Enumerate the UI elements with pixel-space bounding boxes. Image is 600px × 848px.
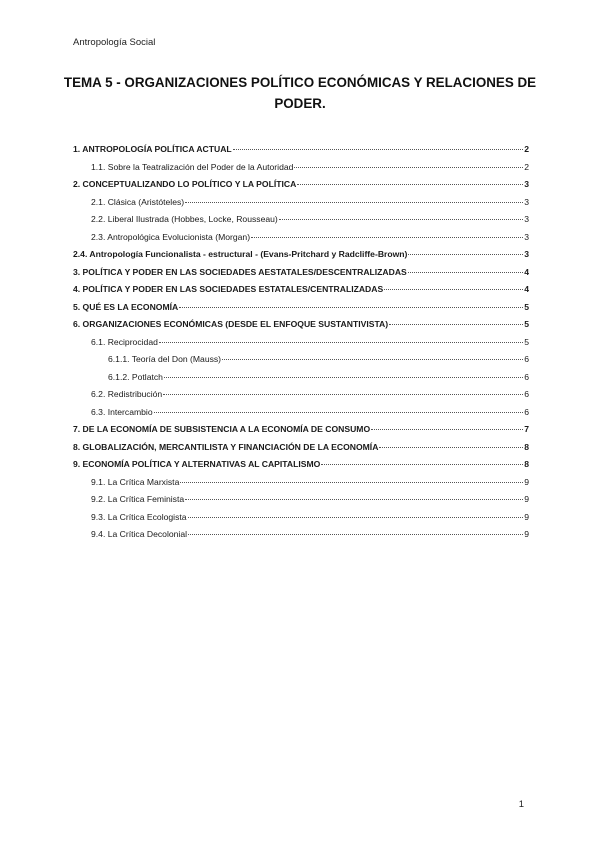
dot-leader	[389, 324, 523, 325]
toc-entry-title: 9.2. La Crítica Feminista	[91, 494, 185, 504]
toc-entry-title: 5. QUÉ ES LA ECONOMÍA	[73, 301, 179, 312]
toc-entry-title: 7. DE LA ECONOMÍA DE SUBSISTENCIA A LA ECONOMÍA DE CONSUMO	[73, 424, 371, 434]
toc-entry-title: 2.1. Clásica (Aristóteles)	[91, 196, 185, 207]
toc-entry-page: 3	[524, 231, 529, 242]
toc-entry[interactable]	[73, 249, 529, 267]
toc-entry-title: 6.1.1. Teoría del Don (Mauss)	[108, 354, 222, 364]
toc-entry-title: 2. CONCEPTUALIZANDO LO POLÍTICO Y LA POLÍTICA	[73, 179, 297, 189]
toc-entry-title: 2.4. Antropología Funcionalista - estructural - (Evans-Pritchard y Radcliffe-Brown)	[73, 249, 408, 259]
toc-entry-page: 5	[524, 301, 529, 312]
running-header: Antropología Social	[73, 37, 156, 48]
toc-entry-title: 2.2. Liberal Ilustrada (Hobbes, Locke, Rousseau)	[91, 214, 278, 224]
toc-entry[interactable]	[73, 529, 529, 547]
dot-leader	[188, 534, 523, 535]
toc-entry-title: 6.3. Intercambio	[91, 406, 153, 417]
toc-entry-page: 5	[524, 336, 529, 347]
toc-entry-page: 3	[524, 249, 529, 259]
toc-entry[interactable]	[73, 407, 529, 425]
toc-entry[interactable]	[73, 319, 529, 337]
toc-entry[interactable]	[73, 354, 529, 372]
dot-leader	[408, 272, 523, 273]
dot-leader	[408, 254, 523, 255]
toc-entry[interactable]	[73, 424, 529, 442]
toc-entry-title: 1.1. Sobre la Teatralización del Poder de la Autoridad	[91, 161, 294, 172]
dot-leader	[379, 447, 523, 448]
table-of-contents	[73, 144, 529, 547]
toc-entry-title: 9.1. La Crítica Marxista	[91, 476, 180, 487]
dot-leader	[222, 359, 523, 360]
toc-entry-page: 6	[524, 371, 529, 382]
toc-entry[interactable]	[73, 442, 529, 460]
dot-leader	[179, 307, 523, 308]
toc-entry-page: 8	[524, 441, 529, 452]
toc-entry[interactable]	[73, 302, 529, 320]
toc-entry[interactable]	[73, 162, 529, 180]
dot-leader	[279, 219, 523, 220]
dot-leader	[321, 464, 523, 465]
toc-entry-title: 1. ANTROPOLOGÍA POLÍTICA ACTUAL	[73, 144, 232, 154]
toc-entry[interactable]	[73, 179, 529, 197]
page-title: TEMA 5 - ORGANIZACIONES POLÍTICO ECONÓMICAS Y RELACIONES DE PODER.	[63, 75, 537, 111]
toc-entry-page: 9	[524, 476, 529, 487]
dot-leader	[185, 499, 523, 500]
toc-entry-page: 3	[524, 196, 529, 207]
toc-entry[interactable]	[73, 512, 529, 530]
toc-entry[interactable]	[73, 459, 529, 477]
page-number: 1	[518, 799, 524, 810]
toc-entry-page: 9	[524, 494, 529, 504]
toc-entry[interactable]	[73, 337, 529, 355]
dot-leader	[159, 342, 523, 343]
toc-entry[interactable]	[73, 284, 529, 302]
toc-entry-title: 9.3. La Crítica Ecologista	[91, 511, 187, 522]
toc-entry-page: 4	[524, 284, 529, 294]
dot-leader	[251, 237, 523, 238]
toc-entry-title: 6.1.2. Potlatch	[108, 371, 163, 382]
toc-entry-page: 4	[524, 266, 529, 277]
toc-entry-page: 6	[524, 389, 529, 399]
toc-entry[interactable]	[73, 267, 529, 285]
dot-leader	[294, 167, 523, 168]
toc-entry-page: 7	[524, 424, 529, 434]
toc-entry[interactable]	[73, 372, 529, 390]
toc-entry-title: 3. POLÍTICA Y PODER EN LAS SOCIEDADES AESTATALES/DESCENTRALIZADAS	[73, 266, 407, 277]
toc-entry-title: 8. GLOBALIZACIÓN, MERCANTILISTA Y FINANCIACIÓN DE LA ECONOMÍA	[73, 441, 379, 452]
toc-entry[interactable]	[73, 389, 529, 407]
toc-entry-page: 8	[524, 459, 529, 469]
toc-entry-title: 6.2. Redistribución	[91, 389, 163, 399]
toc-entry-title: 2.3. Antropológica Evolucionista (Morgan)	[91, 231, 251, 242]
toc-entry-title: 4. POLÍTICA Y PODER EN LAS SOCIEDADES ESTATALES/CENTRALIZADAS	[73, 284, 384, 294]
toc-entry[interactable]	[73, 494, 529, 512]
dot-leader	[188, 517, 524, 518]
toc-entry-page: 6	[524, 354, 529, 364]
toc-entry-page: 9	[524, 529, 529, 539]
dot-leader	[154, 412, 524, 413]
toc-entry-page: 9	[524, 511, 529, 522]
toc-entry-page: 2	[524, 144, 529, 154]
toc-entry[interactable]	[73, 232, 529, 250]
toc-entry-page: 2	[524, 161, 529, 172]
dot-leader	[233, 149, 524, 150]
toc-entry-title: 6. ORGANIZACIONES ECONÓMICAS (DESDE EL ENFOQUE SUSTANTIVISTA)	[73, 319, 389, 329]
toc-entry[interactable]	[73, 477, 529, 495]
dot-leader	[164, 377, 523, 378]
toc-entry[interactable]	[73, 144, 529, 162]
toc-entry-page: 5	[524, 319, 529, 329]
toc-entry-page: 3	[524, 179, 529, 189]
dot-leader	[185, 202, 523, 203]
toc-entry[interactable]	[73, 197, 529, 215]
toc-entry[interactable]	[73, 214, 529, 232]
dot-leader	[163, 394, 523, 395]
toc-entry-page: 3	[524, 214, 529, 224]
toc-entry-page: 6	[524, 406, 529, 417]
dot-leader	[297, 184, 523, 185]
toc-entry-title: 6.1. Reciprocidad	[91, 336, 158, 347]
toc-entry-title: 9.4. La Crítica Decolonial	[91, 529, 188, 539]
toc-entry-title: 9. ECONOMÍA POLÍTICA Y ALTERNATIVAS AL CAPITALISMO	[73, 459, 321, 469]
dot-leader	[180, 482, 523, 483]
dot-leader	[384, 289, 523, 290]
dot-leader	[371, 429, 523, 430]
